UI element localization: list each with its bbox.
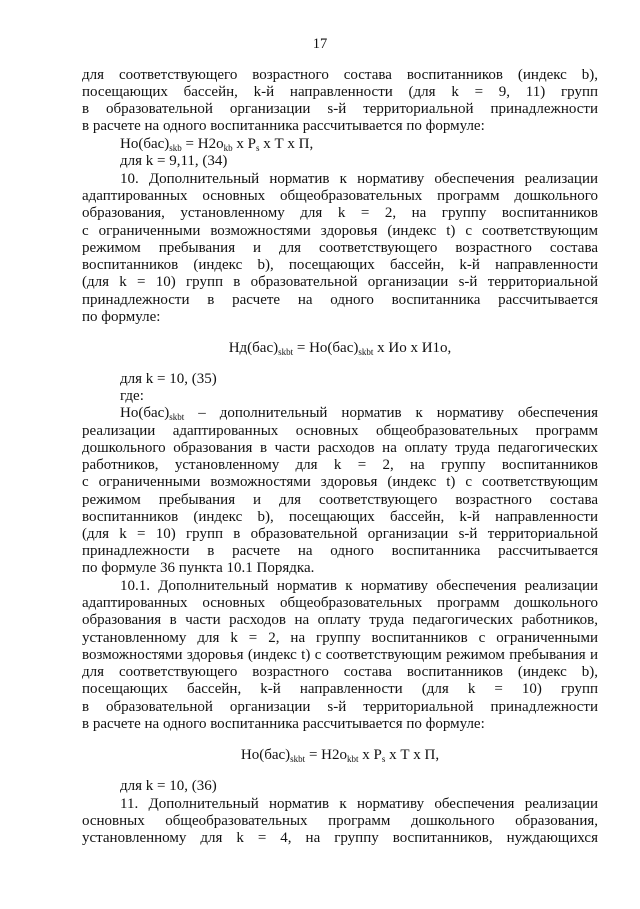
page-number: 17 bbox=[312, 36, 328, 52]
text-line: режимом пребывания и для соответствующего возрастного состава bbox=[82, 240, 598, 256]
text-line: образования в части расходов на оплату труда педагогических работников, bbox=[82, 612, 598, 628]
text-line: $Но(бас)_{skb} = Н2о_{kb}$ х $P_s$ х Т х П, bbox=[120, 136, 314, 153]
text-line: для k = 10, (35) bbox=[120, 371, 217, 387]
text-line: 10.1. Дополнительный норматив к нормативу обеспечения реализации bbox=[120, 578, 598, 594]
text-line: основных общеобразовательных программ дошкольного образования, bbox=[82, 813, 598, 829]
text-line: установленному для k = 2, на группу воспитанников с ограниченными bbox=[82, 630, 598, 646]
text-line: по формуле 36 пункта 10.1 Порядка. bbox=[82, 560, 315, 576]
text-line: адаптированных основных общеобразовательных программ дошкольного bbox=[82, 595, 598, 611]
text-line: посещающих бассейн, k-й направленности (для k = 9, 11) групп bbox=[82, 84, 598, 100]
text-line: в образовательной организации s-й территориальной принадлежности bbox=[82, 699, 598, 715]
text-line: воспитанников (индекс b), посещающих бассейн, k-й направленности bbox=[82, 257, 598, 273]
text-line: в расчете на одного воспитанника рассчитывается по формуле: bbox=[82, 716, 485, 732]
text-line: посещающих бассейн, k-й направленности (для k = 10) групп bbox=[82, 681, 598, 697]
text-line: установленному для k = 4, на группу воспитанников, нуждающихся bbox=[82, 830, 598, 846]
text-line: в образовательной организации s-й территориальной принадлежности bbox=[82, 101, 598, 117]
text-line: работников, установленному для k = 2, на группу воспитанников bbox=[82, 457, 598, 473]
text-line: для k = 10, (36) bbox=[120, 778, 217, 794]
text-line: адаптированных основных общеобразовательных программ дошкольного bbox=[82, 188, 598, 204]
text-line: принадлежности в расчете на одного воспитанника рассчитывается bbox=[82, 543, 598, 559]
text-line: 10. Дополнительный норматив к нормативу обеспечения реализации bbox=[120, 171, 598, 187]
text-line: с ограниченными возможностями здоровья (индекс t) с соответствующим bbox=[82, 223, 598, 239]
text-line: дошкольного образования в части расходов на оплату труда педагогических bbox=[82, 440, 598, 456]
text-line: возможностями здоровья (индекс t) с соответствующим режимом пребывания и bbox=[82, 647, 598, 663]
text-line: в расчете на одного воспитанника рассчитывается по формуле: bbox=[82, 118, 485, 134]
text-line: для соответствующего возрастного состава воспитанников (индекс b), bbox=[82, 664, 598, 680]
text-line: где: bbox=[120, 388, 144, 404]
text-line: воспитанников (индекс b), посещающих бассейн, k-й направленности bbox=[82, 509, 598, 525]
formula-line: $Но(бас)_{skbt} = Н2о_{kbt}$ х $P_s$ х Т х П, bbox=[240, 747, 440, 764]
text-line: для соответствующего возрастного состава воспитанников (индекс b), bbox=[82, 67, 598, 83]
text-line: с ограниченными возможностями здоровья (индекс t) с соответствующим bbox=[82, 474, 598, 490]
text-line: режимом пребывания и для соответствующего возрастного состава bbox=[82, 492, 598, 508]
text-line: по формуле: bbox=[82, 309, 161, 325]
text-line: образования, установленному для k = 2, на группу воспитанников bbox=[82, 205, 598, 221]
text-line: реализации адаптированных основных общеобразовательных программ bbox=[82, 423, 598, 439]
text-line: (для k = 10) групп в образовательной организации s-й территориальной bbox=[82, 526, 598, 542]
formula-line: $Нд(бас)_{skbt} = Но(бас)_{skbt}$ х Ио х И1о, bbox=[228, 340, 452, 357]
text-line: $Но(бас)_{skbt}$ – дополнительный норматив к нормативу обеспечения bbox=[120, 405, 598, 422]
text-line: принадлежности в расчете на одного воспитанника рассчитывается bbox=[82, 292, 598, 308]
text-line: 11. Дополнительный норматив к нормативу обеспечения реализации bbox=[120, 796, 598, 812]
text-line: для k = 9,11, (34) bbox=[120, 153, 228, 169]
text-line: (для k = 10) групп в образовательной организации s-й территориальной bbox=[82, 274, 598, 290]
